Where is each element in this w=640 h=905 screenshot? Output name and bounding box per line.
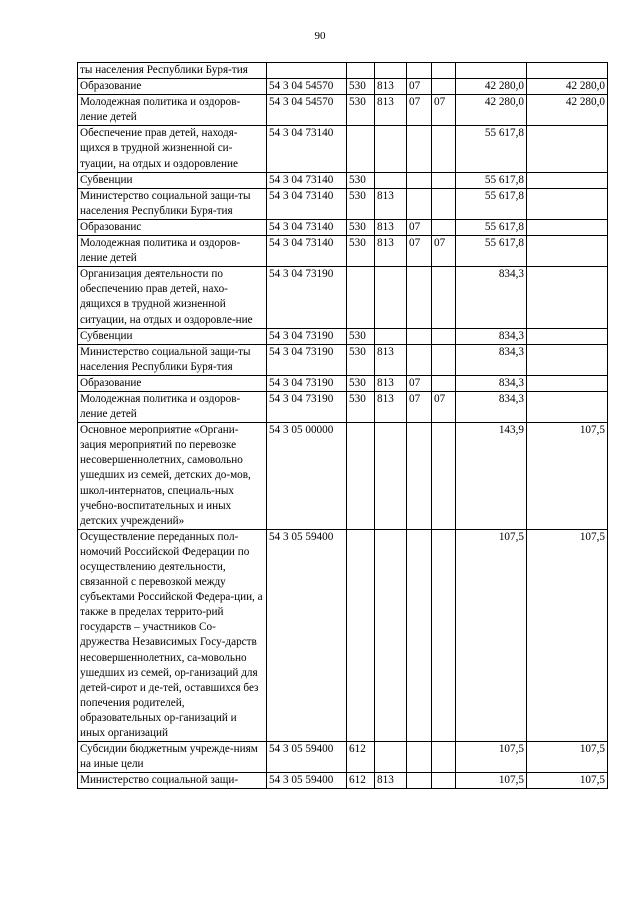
table-row: [78, 267, 608, 328]
cell-gr: [375, 63, 407, 79]
cell-pr: [432, 126, 456, 172]
cell-pr: [432, 529, 456, 741]
cell-vr: 530: [347, 375, 375, 391]
cell-csr: 54 3 04 73190: [267, 375, 347, 391]
cell-s2: [527, 126, 608, 172]
cell-pr: [432, 344, 456, 375]
cell-gr: 813: [375, 773, 407, 789]
cell-vr: [347, 423, 375, 530]
cell-gr: 813: [375, 391, 407, 422]
table-row: [78, 188, 608, 219]
cell-csr: 54 3 05 59400: [267, 773, 347, 789]
cell-name: Субвенции: [78, 172, 267, 188]
cell-s2: 107,5: [527, 529, 608, 741]
cell-gr: [375, 328, 407, 344]
cell-csr: 54 3 05 59400: [267, 529, 347, 741]
cell-s2: 42 280,0: [527, 95, 608, 126]
cell-s2: [527, 188, 608, 219]
cell-vr: 530: [347, 79, 375, 95]
cell-name: Образованис: [78, 219, 267, 235]
cell-pr: [432, 423, 456, 530]
cell-s2: [527, 328, 608, 344]
table-row: [78, 126, 608, 172]
cell-gr: 813: [375, 375, 407, 391]
cell-csr: 54 3 04 54570: [267, 79, 347, 95]
cell-rz: [407, 529, 432, 741]
cell-gr: [375, 267, 407, 328]
cell-csr: 54 3 04 73140: [267, 188, 347, 219]
table-row: [78, 79, 608, 95]
cell-rz: [407, 126, 432, 172]
cell-name: Субвенции: [78, 328, 267, 344]
cell-csr: 54 3 04 73190: [267, 344, 347, 375]
cell-vr: 530: [347, 219, 375, 235]
cell-s1: 55 617,8: [456, 236, 527, 267]
cell-rz: [407, 172, 432, 188]
table-row: [78, 529, 608, 741]
cell-gr: 813: [375, 344, 407, 375]
cell-pr: [432, 375, 456, 391]
cell-name: Молодежная политика и оздоров-ление детей: [78, 95, 267, 126]
cell-csr: 54 3 04 73140: [267, 219, 347, 235]
page-number: 90: [314, 30, 326, 42]
cell-csr: 54 3 04 54570: [267, 95, 347, 126]
cell-s2: 42 280,0: [527, 79, 608, 95]
cell-pr: 07: [432, 391, 456, 422]
cell-rz: 07: [407, 219, 432, 235]
budget-table: [77, 62, 608, 789]
cell-s2: [527, 375, 608, 391]
table-row: [78, 742, 608, 773]
cell-s1: 834,3: [456, 267, 527, 328]
cell-pr: [432, 79, 456, 95]
cell-s1: 55 617,8: [456, 219, 527, 235]
cell-s1: 834,3: [456, 328, 527, 344]
cell-csr: 54 3 04 73140: [267, 126, 347, 172]
cell-s2: [527, 172, 608, 188]
table-row: [78, 423, 608, 530]
cell-csr: 54 3 04 73140: [267, 236, 347, 267]
cell-gr: [375, 423, 407, 530]
cell-pr: [432, 172, 456, 188]
cell-vr: 530: [347, 236, 375, 267]
cell-gr: 813: [375, 219, 407, 235]
cell-vr: [347, 529, 375, 741]
cell-rz: [407, 63, 432, 79]
cell-name: ты населения Республики Буря-тия: [78, 63, 267, 79]
table-row: [78, 773, 608, 789]
cell-pr: [432, 188, 456, 219]
cell-vr: 612: [347, 773, 375, 789]
cell-pr: [432, 328, 456, 344]
cell-vr: [347, 63, 375, 79]
cell-vr: 612: [347, 742, 375, 773]
cell-s2: [527, 219, 608, 235]
cell-pr: [432, 742, 456, 773]
cell-s1: 107,5: [456, 773, 527, 789]
cell-s1: 834,3: [456, 391, 527, 422]
cell-gr: [375, 529, 407, 741]
cell-pr: [432, 219, 456, 235]
cell-name: Молодежная политика и оздоров-ление детей: [78, 236, 267, 267]
cell-s1: 143,9: [456, 423, 527, 530]
cell-s1: 55 617,8: [456, 188, 527, 219]
cell-rz: [407, 773, 432, 789]
cell-s2: 107,5: [527, 742, 608, 773]
cell-name: Министерство социальной защи-: [78, 773, 267, 789]
table-row: [78, 219, 608, 235]
cell-rz: [407, 742, 432, 773]
cell-gr: [375, 742, 407, 773]
table-row: [78, 328, 608, 344]
cell-rz: [407, 328, 432, 344]
cell-pr: [432, 773, 456, 789]
cell-s2: [527, 63, 608, 79]
cell-s1: 42 280,0: [456, 79, 527, 95]
cell-rz: 07: [407, 236, 432, 267]
cell-name: Образование: [78, 375, 267, 391]
cell-vr: [347, 126, 375, 172]
cell-csr: 54 3 04 73140: [267, 172, 347, 188]
cell-gr: 813: [375, 79, 407, 95]
cell-rz: [407, 344, 432, 375]
cell-name: Министерство социальной защи-ты населения Республики Буря-тия: [78, 188, 267, 219]
cell-name: Министерство социальной защи-ты населения Республики Буря-тия: [78, 344, 267, 375]
cell-name: Основное мероприятие «Органи-зация мероприятий по перевозке несовершеннолетних, самовольно ушедших из семей, детских до-мов, школ-интернатов, специаль-ных учебно-воспитательных и иных детских учреждений»: [78, 423, 267, 530]
cell-name: Организация деятельности по обеспечению прав детей, нахо-дящихся в трудной жизненной ситуации, на отдых и оздоровле-ние: [78, 267, 267, 328]
cell-vr: 530: [347, 328, 375, 344]
table-row: [78, 63, 608, 79]
cell-s2: 107,5: [527, 773, 608, 789]
cell-rz: [407, 267, 432, 328]
cell-vr: 530: [347, 95, 375, 126]
cell-name: Обеспечение прав детей, находя-щихся в трудной жизненной си-туации, на отдых и оздоровление: [78, 126, 267, 172]
cell-csr: 54 3 04 73190: [267, 267, 347, 328]
cell-rz: [407, 188, 432, 219]
cell-csr: 54 3 04 73190: [267, 328, 347, 344]
cell-pr: [432, 267, 456, 328]
cell-vr: [347, 267, 375, 328]
cell-rz: 07: [407, 95, 432, 126]
cell-s2: [527, 344, 608, 375]
cell-csr: 54 3 05 59400: [267, 742, 347, 773]
cell-s2: [527, 267, 608, 328]
cell-csr: 54 3 04 73190: [267, 391, 347, 422]
cell-rz: 07: [407, 391, 432, 422]
cell-s1: 834,3: [456, 375, 527, 391]
cell-s1: 55 617,8: [456, 126, 527, 172]
cell-s1: 107,5: [456, 529, 527, 741]
cell-rz: [407, 423, 432, 530]
cell-s1: 107,5: [456, 742, 527, 773]
cell-pr: [432, 63, 456, 79]
cell-rz: 07: [407, 375, 432, 391]
cell-gr: 813: [375, 188, 407, 219]
cell-pr: 07: [432, 236, 456, 267]
cell-name: Осуществление переданных пол-номочий Российской Федерации по осуществлению деятельности, связанной с перевозкой между субъектами Российской Федера-ции, а также в пределах террито-рий государств – участников Со-дружества Независимых Госу-дарств несовершеннолетних, са-мовольно ушедших из семей, ор-ганизаций для детей-сирот и де-тей, оставшихся без попечения родителей, образовательных ор-ганизаций и иных организаций: [78, 529, 267, 741]
table-row: [78, 236, 608, 267]
cell-gr: [375, 172, 407, 188]
cell-gr: [375, 126, 407, 172]
table-row: [78, 172, 608, 188]
cell-vr: 530: [347, 172, 375, 188]
cell-rz: 07: [407, 79, 432, 95]
cell-s2: [527, 236, 608, 267]
table-row: [78, 391, 608, 422]
cell-vr: 530: [347, 391, 375, 422]
cell-s2: [527, 391, 608, 422]
cell-pr: 07: [432, 95, 456, 126]
cell-name: Субсидии бюджетным учрежде-ниям на иные цели: [78, 742, 267, 773]
cell-s1: 42 280,0: [456, 95, 527, 126]
cell-vr: 530: [347, 188, 375, 219]
cell-s1: [456, 63, 527, 79]
table-row: [78, 95, 608, 126]
cell-s2: 107,5: [527, 423, 608, 530]
cell-name: Образование: [78, 79, 267, 95]
cell-csr: [267, 63, 347, 79]
cell-vr: 530: [347, 344, 375, 375]
cell-s1: 834,3: [456, 344, 527, 375]
table-row: [78, 344, 608, 375]
table-row: [78, 375, 608, 391]
cell-s1: 55 617,8: [456, 172, 527, 188]
cell-csr: 54 3 05 00000: [267, 423, 347, 530]
cell-gr: 813: [375, 95, 407, 126]
cell-name: Молодежная политика и оздоров-ление детей: [78, 391, 267, 422]
cell-gr: 813: [375, 236, 407, 267]
